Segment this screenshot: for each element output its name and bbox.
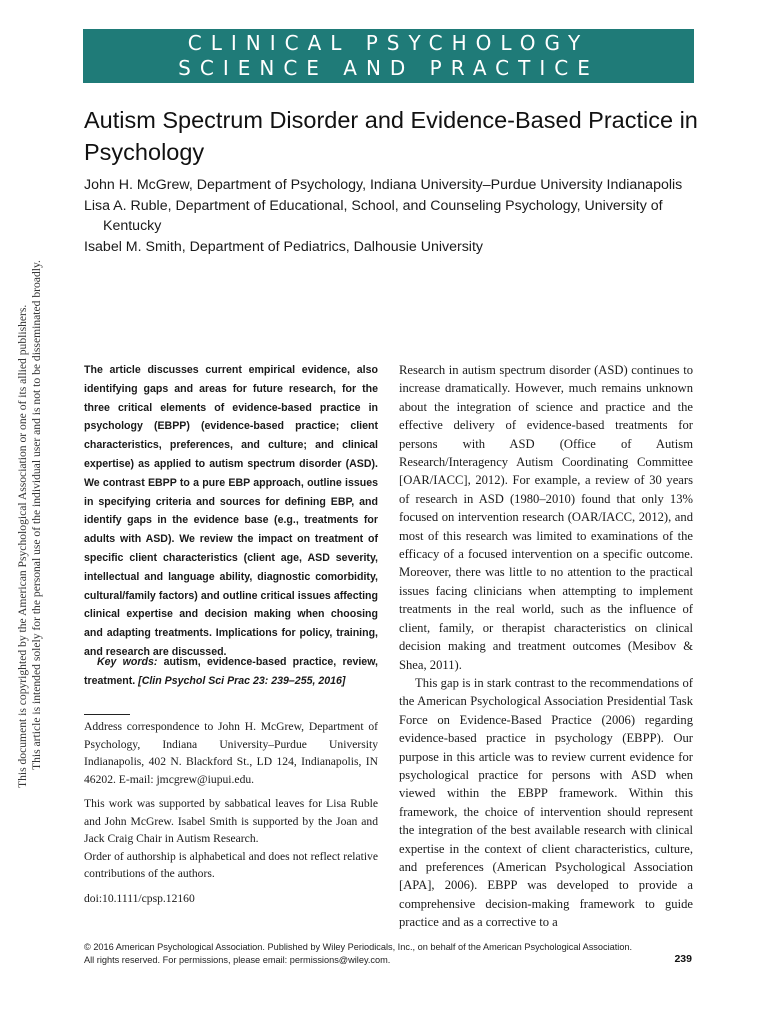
body-paragraph-2: This gap is in stark contrast to the recommendations of the American Psychological Association Presidential Task Force on Evidence-Based Practice (2006) regarding evidence-based practice in psychology (EBPP). Our purpose in this article was to review current evidence for psychological practice for persons with ASD when viewed within the EBPP framework. Within this framework, the choice of intervention should represent the integration of the best available research with clinical expertise in the context of client characteristics, culture, and preferences (American Psychological Association [APA], 2006). EBPP was developed to provide a comprehensive decision-making framework to guide practice and as a corrective to a [399,675,693,930]
keywords [84,653,378,691]
author-mcgrew: John H. McGrew, Department of Psychology, Indiana University–Purdue University Indianapolis [84,177,683,193]
body-text [399,361,693,932]
citation: [Clin Psychol Sci Prac 23: 239–255, 2016] [138,674,346,687]
footer-line2: All rights reserved. For permissions, please email: permissions@wiley.com. [84,955,391,965]
correspondence-note: Address correspondence to John H. McGrew, Department of Psychology, Indiana University–Purdue University Indianapolis, 402 N. Blackford St., LD 124, Indianapolis, IN 46202. E-mail: jmcgrew@iupui.edu. [84,720,378,786]
body-paragraph-1: Research in autism spectrum disorder (ASD) continues to increase dramatically. However, much remains unknown about the integration of science and practice and the effective delivery of evidence-based treatments for persons with ASD (Office of Autism Research/Interagency Autism Coordinating Committee [OAR/IACC], 2012). For example, a review of 30 years of research in ASD (1980–2010) found that only 13% focused on intervention research (OAR/IACC, 2012), and most of this research was limited to examinations of the efficacy of a focused intervention on a specific outcome. Moreover, there was little to no attention to the practical issues facing clinicians when attempting to implement treatments in the real world, such as the influence of client, family, or therapist characteristics on clinical decision making and treatment outcomes (Mesibov & Shea, 2011). [399,363,693,672]
footnotes [84,718,378,914]
author-smith: Isabel M. Smith, Department of Pediatrics, Dalhousie University [84,238,483,255]
article-title: Autism Spectrum Disorder and Evidence-Based Practice in Psychology [84,107,698,165]
keywords-label: Key words: [97,656,158,668]
keywords-list: autism, evidence-based practice, review, treatment. [84,656,378,687]
page-number: 239 [674,953,692,965]
footnote-rule [84,714,130,715]
authorship-note: Order of authorship is alphabetical and does not reflect relative contributions of the authors. [84,849,378,880]
copyright-sidebar-line2: This article is intended solely for the personal use of the individual user and is not to be disseminated broadly. [30,260,43,770]
journal-banner [83,29,694,83]
abstract: The article discusses current empirical evidence, also identifying gaps and areas for future research, for the three critical elements of evidence-based practice in psychology (EBPP) (evidence-based practice; client characteristics, preferences, and culture; and clinical expertise) as applied to autism spectrum disorder (ASD). We contrast EBPP to a pure EBP approach, outline issues in specifying criteria and sources for defining EBP, and identify gaps in the evidence base (e.g., treatments for adults with ASD). We review the impact on treatment of specific client characteristics (client age, ASD severity, intellectual and language ability, diagnostic comorbidity, cultural/family factors) and outline critical issues affecting clinical expertise and decision making when choosing and adapting treatments. Implications for policy, training, and research are discussed. [84,364,378,658]
doi: doi:10.1111/cpsp.12160 [84,891,195,905]
journal-name-line2: SCIENCE AND PRACTICE [178,56,599,80]
author-ruble-continued: Kentucky [103,218,162,234]
author-list [84,175,684,257]
footer-line1: © 2016 American Psychological Association. Published by Wiley Periodicals, Inc., on behalf of the American Psychological Association. [84,942,633,952]
journal-name-line1: CLINICAL PSYCHOLOGY [187,31,590,55]
support-note: This work was supported by sabbatical leaves for Lisa Ruble and John McGrew. Isabel Smith is supported by the Joan and Jack Craig Chair in Autism Research. [84,797,378,845]
author-ruble: Lisa A. Ruble, Department of Educational, School, and Counseling Psychology, University of [84,197,663,214]
copyright-footer [84,941,644,967]
copyright-sidebar-line1: This document is copyrighted by the American Psychological Association or one of its allied publishers. [16,304,29,788]
